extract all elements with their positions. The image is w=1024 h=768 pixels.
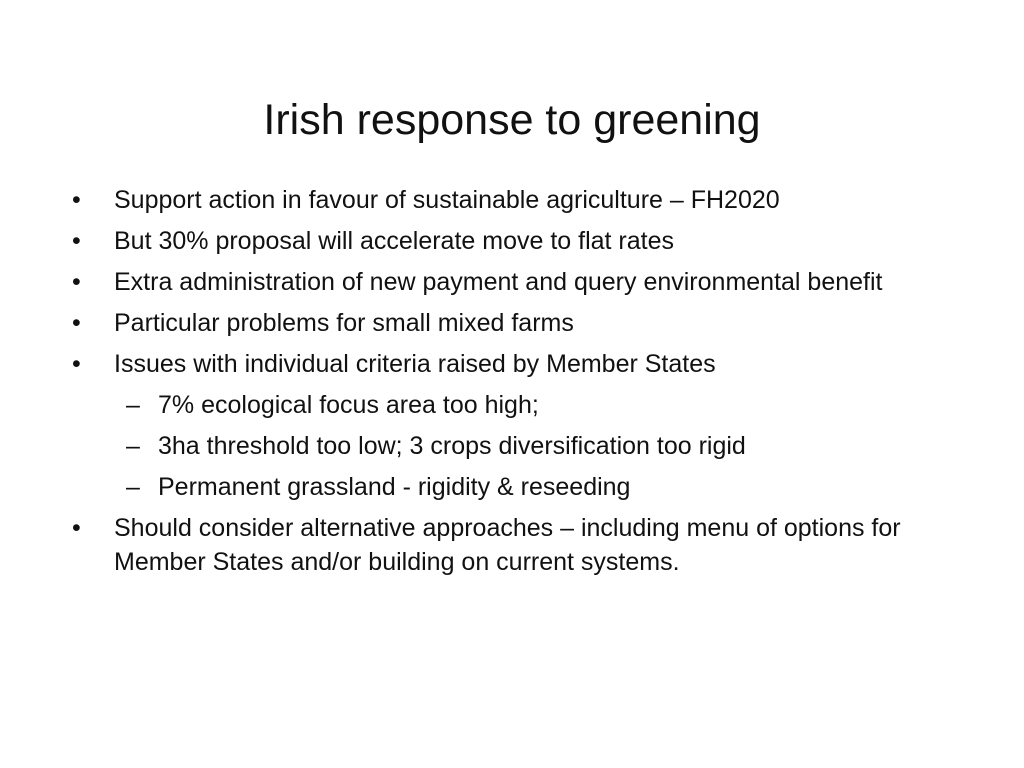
bullet-text: Particular problems for small mixed farms [114,309,574,337]
bullet-text: Extra administration of new payment and query environmental benefit [114,268,883,296]
bullet-item-alternative-approaches [72,511,952,579]
bullet-text: But 30% proposal will accelerate move to flat rates [114,227,674,255]
sub-bullet-text: 3ha threshold too low; 3 crops diversification too rigid [158,432,746,460]
sub-bullet-item-permanent-grassland [72,470,952,504]
bullet-marker: • [72,186,81,214]
slide-title: Irish response to greening [263,96,761,144]
sub-bullet-marker: – [126,391,140,419]
sub-bullet-text: Permanent grassland - rigidity & reseeding [158,473,631,501]
sub-bullet-marker: – [126,432,140,460]
bullet-text: Support action in favour of sustainable agriculture – FH2020 [114,186,780,214]
sub-bullet-text: 7% ecological focus area too high; [158,391,539,419]
bullet-marker: • [72,514,81,542]
sub-bullet-item-ecological-focus [72,388,952,422]
bullet-list [72,183,952,586]
bullet-marker: • [72,309,81,337]
bullet-marker: • [72,268,81,296]
bullet-text: Issues with individual criteria raised by Member States [114,350,716,378]
sub-bullet-marker: – [126,473,140,501]
bullet-item-flat-rates [72,224,952,258]
bullet-marker: • [72,227,81,255]
bullet-item-support-action [72,183,952,217]
bullet-item-extra-administration [72,265,952,299]
sub-bullet-item-threshold [72,429,952,463]
bullet-item-small-mixed-farms [72,306,952,340]
bullet-item-individual-criteria [72,347,952,381]
bullet-text: Should consider alternative approaches – including menu of options for Member States and/or building on current systems. [114,514,901,576]
bullet-marker: • [72,350,81,378]
